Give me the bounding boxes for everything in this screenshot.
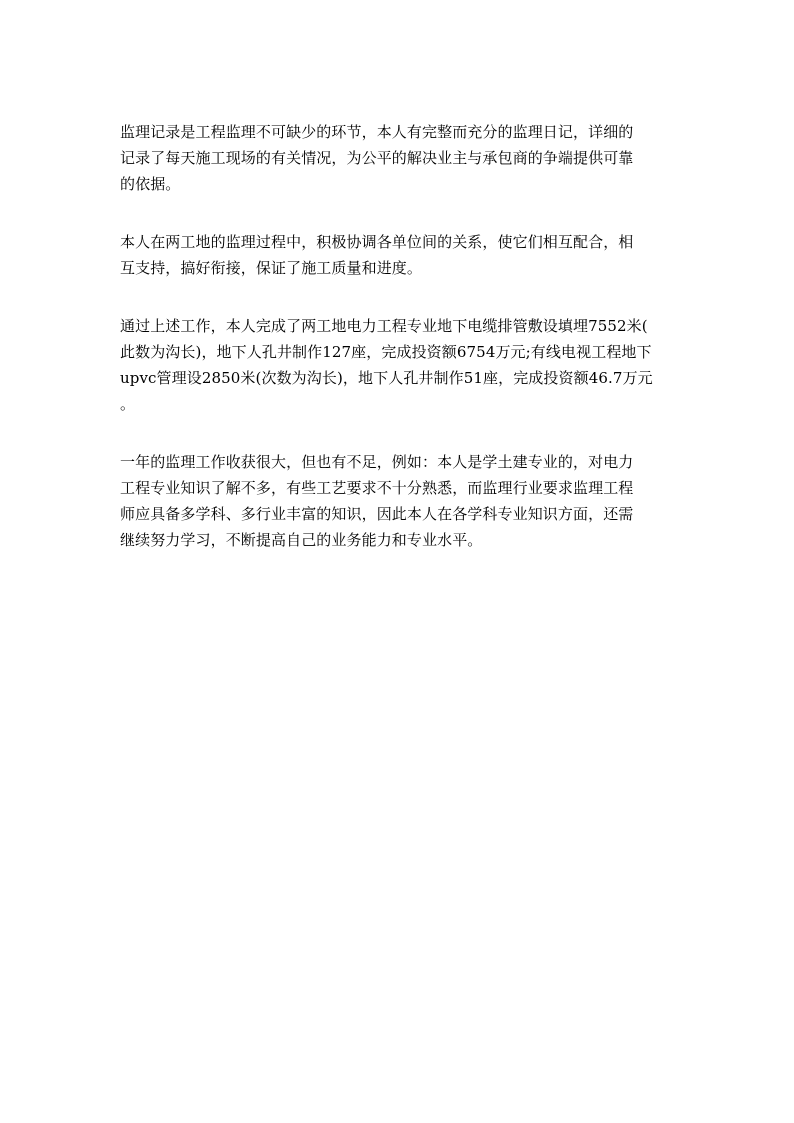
paragraph-record-keeping	[120, 119, 680, 197]
paragraph-line: 本人在两工地的监理过程中，积极协调各单位间的关系，使它们相互配合，相	[120, 233, 634, 251]
paragraph-line: 通过上述工作，本人完成了两工地电力工程专业地下电缆排管敷设填埋7552米(	[120, 317, 648, 335]
paragraph-work-completed	[120, 313, 680, 417]
paragraph-line: 的依据。	[120, 175, 181, 193]
paragraph-line: 继续努力学习，不断提高自己的业务能力和专业水平。	[120, 531, 483, 549]
paragraph-summary	[120, 449, 680, 553]
paragraph-line: 监理记录是工程监理不可缺少的环节，本人有完整而充分的监理日记，详细的	[120, 123, 634, 141]
paragraph-line: 此数为沟长)，地下人孔井制作127座，完成投资额6754万元;有线电视工程地下	[120, 343, 652, 361]
paragraph-line: 互支持，搞好衔接，保证了施工质量和进度。	[120, 259, 423, 277]
paragraph-line: 师应具备多学科、多行业丰富的知识，因此本人在各学科专业知识方面，还需	[120, 505, 634, 523]
paragraph-line: 一年的监理工作收获很大，但也有不足，例如：本人是学土建专业的，对电力	[120, 453, 634, 471]
paragraph-line: 工程专业知识了解不多，有些工艺要求不十分熟悉，而监理行业要求监理工程	[120, 479, 634, 497]
paragraph-line: 。	[120, 395, 136, 413]
paragraph-coordination	[120, 229, 680, 281]
document-body	[120, 119, 680, 585]
paragraph-line: upvc管理设2850米(次数为沟长)，地下人孔井制作51座，完成投资额46.7万元	[120, 369, 653, 387]
paragraph-line: 记录了每天施工现场的有关情况，为公平的解决业主与承包商的争端提供可靠	[120, 149, 634, 167]
